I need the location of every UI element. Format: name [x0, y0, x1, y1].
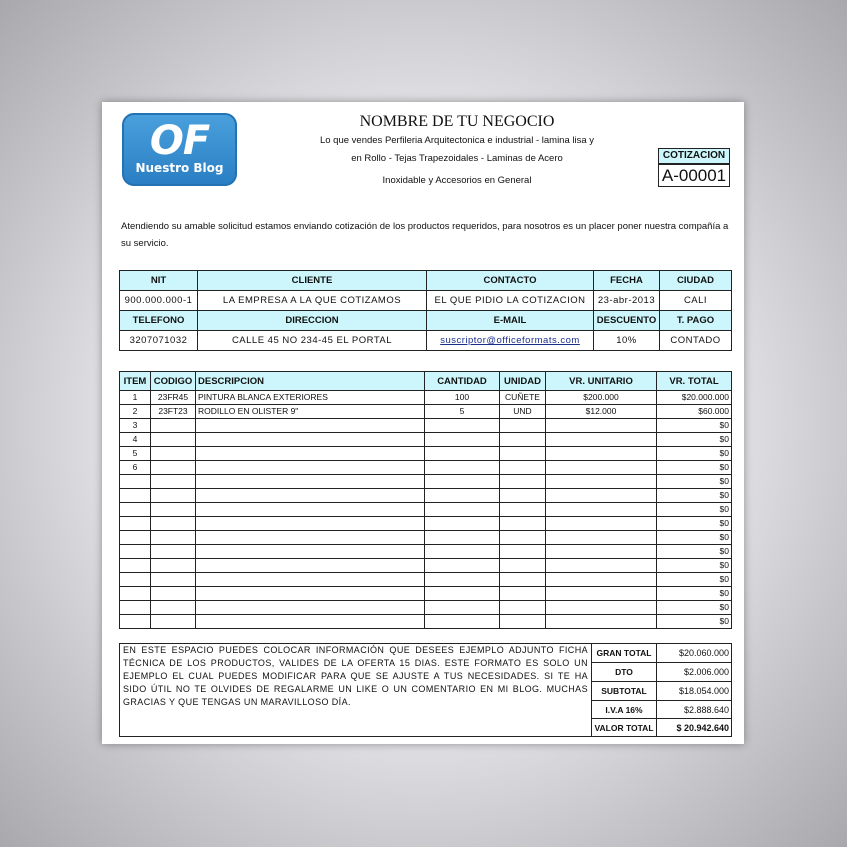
item-descripcion-cell — [196, 545, 425, 559]
item-codigo-cell: 23FT23 — [151, 405, 196, 419]
item-cantidad-cell — [425, 475, 500, 489]
item-codigo-cell — [151, 433, 196, 447]
item-header: ITEM — [120, 372, 151, 391]
item-unitario-cell — [546, 419, 657, 433]
item-codigo-cell — [151, 475, 196, 489]
items-table — [119, 371, 732, 629]
item-cantidad-cell — [425, 587, 500, 601]
item-unitario-cell — [546, 461, 657, 475]
client-info-table — [119, 270, 732, 351]
table-row — [120, 559, 732, 573]
item-total-cell: $0 — [657, 419, 732, 433]
item-codigo-cell — [151, 573, 196, 587]
item-unitario-cell — [546, 475, 657, 489]
item-descripcion-cell — [196, 419, 425, 433]
business-name: NOMBRE DE TU NEGOCIO — [359, 113, 555, 130]
item-codigo-cell — [151, 517, 196, 531]
item-descripcion-cell — [196, 461, 425, 475]
item-unidad-cell — [500, 517, 546, 531]
item-total-cell: $0 — [657, 545, 732, 559]
nit-header: NIT — [120, 271, 198, 291]
total-label: DTO — [592, 663, 657, 682]
item-unitario-cell — [546, 545, 657, 559]
item-descripcion-cell — [196, 475, 425, 489]
item-item-cell: 4 — [120, 433, 151, 447]
table-row — [120, 503, 732, 517]
item-cantidad-cell — [425, 531, 500, 545]
item-unidad-cell — [500, 573, 546, 587]
item-item-cell — [120, 601, 151, 615]
pago-value: CONTADO — [660, 331, 732, 351]
item-codigo-cell — [151, 601, 196, 615]
item-codigo-cell: 23FR45 — [151, 391, 196, 405]
item-cantidad-cell — [425, 559, 500, 573]
item-unidad-cell: UND — [500, 405, 546, 419]
item-item-cell — [120, 559, 151, 573]
logo-text: Nuestro Blog — [135, 161, 224, 175]
item-descripcion-cell: RODILLO EN OLISTER 9" — [196, 405, 425, 419]
total-value: $20.060.000 — [657, 644, 732, 663]
item-cantidad-cell — [425, 419, 500, 433]
item-unidad-cell — [500, 461, 546, 475]
item-codigo-cell — [151, 531, 196, 545]
ciudad-header: CIUDAD — [660, 271, 732, 291]
item-unidad-cell — [500, 587, 546, 601]
table-row — [120, 545, 732, 559]
item-unitario-cell: $12.000 — [546, 405, 657, 419]
item-unidad-cell — [500, 545, 546, 559]
table-row — [120, 517, 732, 531]
table-row — [120, 433, 732, 447]
item-codigo-cell — [151, 503, 196, 517]
item-total-cell: $0 — [657, 531, 732, 545]
item-total-cell: $0 — [657, 559, 732, 573]
telefono-header: TELEFONO — [120, 311, 198, 331]
item-total-cell: $0 — [657, 573, 732, 587]
cliente-header: CLIENTE — [198, 271, 427, 291]
table-row — [120, 601, 732, 615]
table-row — [120, 419, 732, 433]
item-total-cell: $0 — [657, 489, 732, 503]
item-item-cell — [120, 503, 151, 517]
item-item-cell — [120, 587, 151, 601]
item-unidad-cell: CUÑETE — [500, 391, 546, 405]
cliente-value: LA EMPRESA A LA QUE COTIZAMOS — [198, 291, 427, 311]
item-unidad-cell — [500, 559, 546, 573]
table-row — [120, 587, 732, 601]
item-descripcion-cell — [196, 531, 425, 545]
item-item-cell — [120, 475, 151, 489]
business-description-line-2: en Rollo - Tejas Trapezoidales - Laminas de Acero — [351, 153, 563, 164]
total-value: $18.054.000 — [657, 682, 732, 701]
company-logo — [122, 113, 237, 186]
item-item-cell: 6 — [120, 461, 151, 475]
pago-header: T. PAGO — [660, 311, 732, 331]
descuento-value: 10% — [594, 331, 660, 351]
item-unidad-cell — [500, 503, 546, 517]
direccion-value: CALLE 45 NO 234-45 EL PORTAL — [198, 331, 427, 351]
notes-text: EN ESTE ESPACIO PUEDES COLOCAR INFORMACIÓN QUE DESEES EJEMPLO ADJUNTO FICHA TÉCNICA DE LOS PRODUCTOS, VALIDES DE LA OFERTA 15 DIAS. ESTE FORMATO ES SOLO UN EJEMPLO EL CUAL PUEDES MODIFICAR PARA QUE SE AJUSTE A TUS NECESIDADES. SI TE HA SIDO ÚTIL NO TE OLVIDES DE REGALARME UN LIKE O UN COMENTARIO EN MI BLOG. MUCHAS GRACIAS Y QUE TENGAS UN MARAVILLOSO DÍA. — [120, 644, 592, 737]
direccion-header: DIRECCION — [198, 311, 427, 331]
table-row — [120, 461, 732, 475]
table-row — [120, 573, 732, 587]
item-cantidad-cell — [425, 461, 500, 475]
item-total-cell: $60.000 — [657, 405, 732, 419]
item-item-cell — [120, 531, 151, 545]
total-header: VR. TOTAL — [657, 372, 732, 391]
table-row — [120, 475, 732, 489]
item-cantidad-cell: 5 — [425, 405, 500, 419]
intro-text: Atendiendo su amable solicitud estamos enviando cotización de los productos requeridos, para nosotros es un placer poner nuestra compañía a su servicio. — [121, 221, 729, 249]
item-descripcion-cell — [196, 573, 425, 587]
item-cantidad-cell — [425, 601, 500, 615]
total-value: $ 20.942.640 — [657, 719, 732, 737]
item-item-cell — [120, 517, 151, 531]
item-cantidad-cell: 100 — [425, 391, 500, 405]
quote-number: A-00001 — [658, 164, 730, 187]
item-unitario-cell: $200.000 — [546, 391, 657, 405]
item-unidad-cell — [500, 531, 546, 545]
item-unitario-cell — [546, 503, 657, 517]
telefono-value: 3207071032 — [120, 331, 198, 351]
item-codigo-cell — [151, 587, 196, 601]
item-item-cell — [120, 615, 151, 629]
item-cantidad-cell — [425, 503, 500, 517]
nit-value: 900.000.000-1 — [120, 291, 198, 311]
item-descripcion-cell — [196, 503, 425, 517]
item-unitario-cell — [546, 601, 657, 615]
item-cantidad-cell — [425, 573, 500, 587]
table-row — [120, 391, 732, 405]
item-unidad-cell — [500, 489, 546, 503]
item-unidad-cell — [500, 601, 546, 615]
item-codigo-cell — [151, 489, 196, 503]
item-unitario-cell — [546, 615, 657, 629]
business-description-line-1: Lo que vendes Perfileria Arquitectonica e industrial - lamina lisa y — [319, 135, 595, 146]
item-cantidad-cell — [425, 517, 500, 531]
total-value: $2.006.000 — [657, 663, 732, 682]
total-value: $2.888.640 — [657, 701, 732, 719]
item-unidad-cell — [500, 447, 546, 461]
item-total-cell: $0 — [657, 461, 732, 475]
total-label: I.V.A 16% — [592, 701, 657, 719]
item-cantidad-cell — [425, 489, 500, 503]
item-descripcion-cell — [196, 433, 425, 447]
item-codigo-cell — [151, 461, 196, 475]
total-label: SUBTOTAL — [592, 682, 657, 701]
total-label: GRAN TOTAL — [592, 644, 657, 663]
item-codigo-cell — [151, 559, 196, 573]
item-unitario-cell — [546, 517, 657, 531]
item-descripcion-cell: PINTURA BLANCA EXTERIORES — [196, 391, 425, 405]
item-total-cell: $0 — [657, 433, 732, 447]
item-total-cell: $0 — [657, 601, 732, 615]
item-item-cell: 5 — [120, 447, 151, 461]
contacto-header: CONTACTO — [427, 271, 594, 291]
item-cantidad-cell — [425, 433, 500, 447]
item-unitario-cell — [546, 573, 657, 587]
item-unitario-cell — [546, 559, 657, 573]
item-item-cell — [120, 545, 151, 559]
item-cantidad-cell — [425, 615, 500, 629]
unitario-header: VR. UNITARIO — [546, 372, 657, 391]
item-item-cell: 1 — [120, 391, 151, 405]
codigo-header: CODIGO — [151, 372, 196, 391]
item-codigo-cell — [151, 419, 196, 433]
item-total-cell: $0 — [657, 503, 732, 517]
item-codigo-cell — [151, 447, 196, 461]
summary-table — [119, 643, 732, 737]
item-unidad-cell — [500, 475, 546, 489]
item-item-cell — [120, 573, 151, 587]
item-unidad-cell — [500, 433, 546, 447]
cantidad-header: CANTIDAD — [425, 372, 500, 391]
item-cantidad-cell — [425, 447, 500, 461]
item-item-cell: 3 — [120, 419, 151, 433]
item-total-cell: $20.000.000 — [657, 391, 732, 405]
table-row — [120, 489, 732, 503]
item-total-cell: $0 — [657, 517, 732, 531]
item-total-cell: $0 — [657, 475, 732, 489]
item-descripcion-cell — [196, 559, 425, 573]
quotation-sheet — [102, 102, 744, 744]
item-unitario-cell — [546, 587, 657, 601]
item-descripcion-cell — [196, 489, 425, 503]
logo-mark: OF — [149, 118, 210, 164]
business-description-line-3: Inoxidable y Accesorios en General — [382, 175, 532, 186]
item-descripcion-cell — [196, 601, 425, 615]
table-row — [120, 531, 732, 545]
quote-label: COTIZACION — [658, 148, 730, 164]
item-descripcion-cell — [196, 615, 425, 629]
email-header: E-MAIL — [427, 311, 594, 331]
table-row — [120, 447, 732, 461]
table-row — [120, 615, 732, 629]
item-unitario-cell — [546, 531, 657, 545]
total-label: VALOR TOTAL — [592, 719, 657, 737]
email-link[interactable]: suscriptor@officeformats.com — [440, 335, 580, 346]
item-unitario-cell — [546, 433, 657, 447]
item-unidad-cell — [500, 419, 546, 433]
item-cantidad-cell — [425, 545, 500, 559]
item-unitario-cell — [546, 447, 657, 461]
item-total-cell: $0 — [657, 615, 732, 629]
item-total-cell: $0 — [657, 587, 732, 601]
descuento-header: DESCUENTO — [594, 311, 660, 331]
fecha-header: FECHA — [594, 271, 660, 291]
item-item-cell — [120, 489, 151, 503]
item-descripcion-cell — [196, 587, 425, 601]
fecha-value: 23-abr-2013 — [594, 291, 660, 311]
item-codigo-cell — [151, 615, 196, 629]
item-unidad-cell — [500, 615, 546, 629]
unidad-header: UNIDAD — [500, 372, 546, 391]
item-item-cell: 2 — [120, 405, 151, 419]
ciudad-value: CALI — [660, 291, 732, 311]
item-descripcion-cell — [196, 517, 425, 531]
item-total-cell: $0 — [657, 447, 732, 461]
table-row — [120, 405, 732, 419]
item-unitario-cell — [546, 489, 657, 503]
descripcion-header: DESCRIPCION — [196, 372, 425, 391]
contacto-value: EL QUE PIDIO LA COTIZACION — [427, 291, 594, 311]
item-descripcion-cell — [196, 447, 425, 461]
item-codigo-cell — [151, 545, 196, 559]
